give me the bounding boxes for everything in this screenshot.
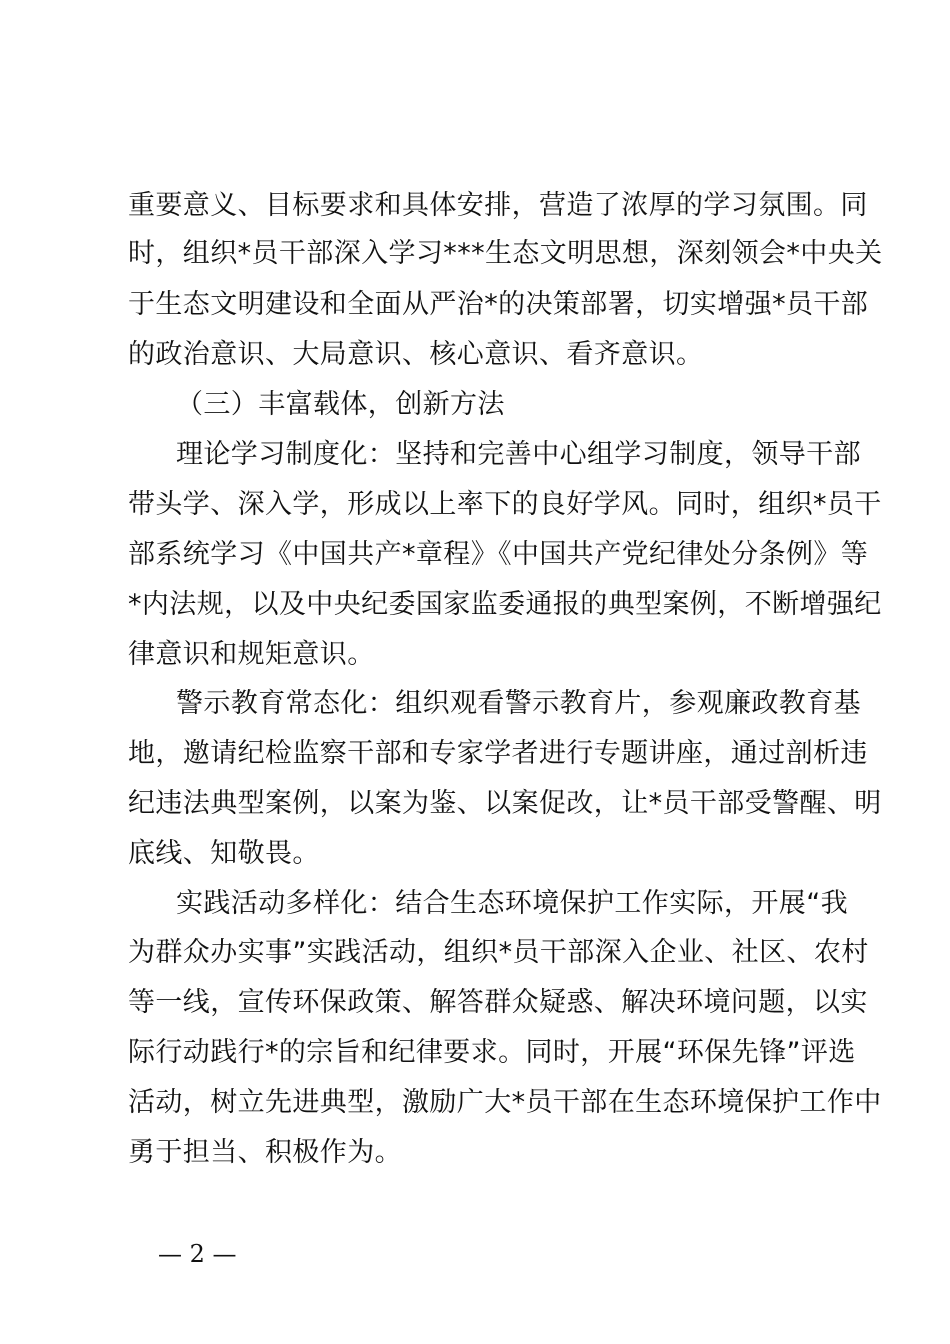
page-number: — 2 —: [158, 1240, 237, 1268]
paragraph-warning-line-4: 底线、知敬畏。: [128, 838, 320, 869]
paragraph-practice-line-2: 为群众办实事”实践活动，组织*员干部深入企业、社区、农村: [128, 937, 869, 968]
paragraph-warning-line-2: 地，邀请纪检监察干部和专家学者进行专题讲座，通过剖析违: [128, 738, 868, 769]
text-line-1: 重要意义、目标要求和具体安排，营造了浓厚的学习氛围。同: [128, 190, 868, 221]
paragraph-theory-line-2: 带头学、深入学，形成以上率下的良好学风。同时，组织*员干: [128, 489, 882, 520]
paragraph-theory-line-4: *内法规，以及中央纪委国家监委通报的典型案例，不断增强纪: [128, 589, 882, 620]
paragraph-warning-line-1: 警示教育常态化：组织观看警示教育片，参观廉政教育基: [176, 688, 861, 719]
paragraph-practice-line-1: 实践活动多样化：结合生态环境保护工作实际，开展“我: [176, 888, 848, 919]
paragraph-theory-line-3: 部系统学习《中国共产*章程》《中国共产党纪律处分条例》等: [128, 539, 869, 570]
text-line-3: 于生态文明建设和全面从严治*的决策部署，切实增强*员干部: [128, 289, 869, 320]
paragraph-theory-line-5: 律意识和规矩意识。: [128, 639, 375, 670]
section-heading: （三）丰富载体，创新方法: [176, 389, 505, 420]
paragraph-practice-line-4: 际行动践行*的宗旨和纪律要求。同时，开展“环保先锋”评选: [128, 1037, 856, 1068]
paragraph-warning-line-3: 纪违法典型案例，以案为鉴、以案促改，让*员干部受警醒、明: [128, 788, 882, 819]
paragraph-practice-line-3: 等一线，宣传环保政策、解答群众疑惑、解决环境问题，以实: [128, 987, 868, 1018]
paragraph-theory-line-1: 理论学习制度化：坚持和完善中心组学习制度，领导干部: [176, 439, 861, 470]
paragraph-practice-line-5: 活动，树立先进典型，激励广大*员干部在生态环境保护工作中: [128, 1087, 882, 1118]
text-line-4: 的政治意识、大局意识、核心意识、看齐意识。: [128, 339, 704, 370]
text-line-2: 时，组织*员干部深入学习***生态文明思想，深刻领会*中央关: [128, 238, 883, 269]
paragraph-practice-line-6: 勇于担当、积极作为。: [128, 1137, 402, 1168]
